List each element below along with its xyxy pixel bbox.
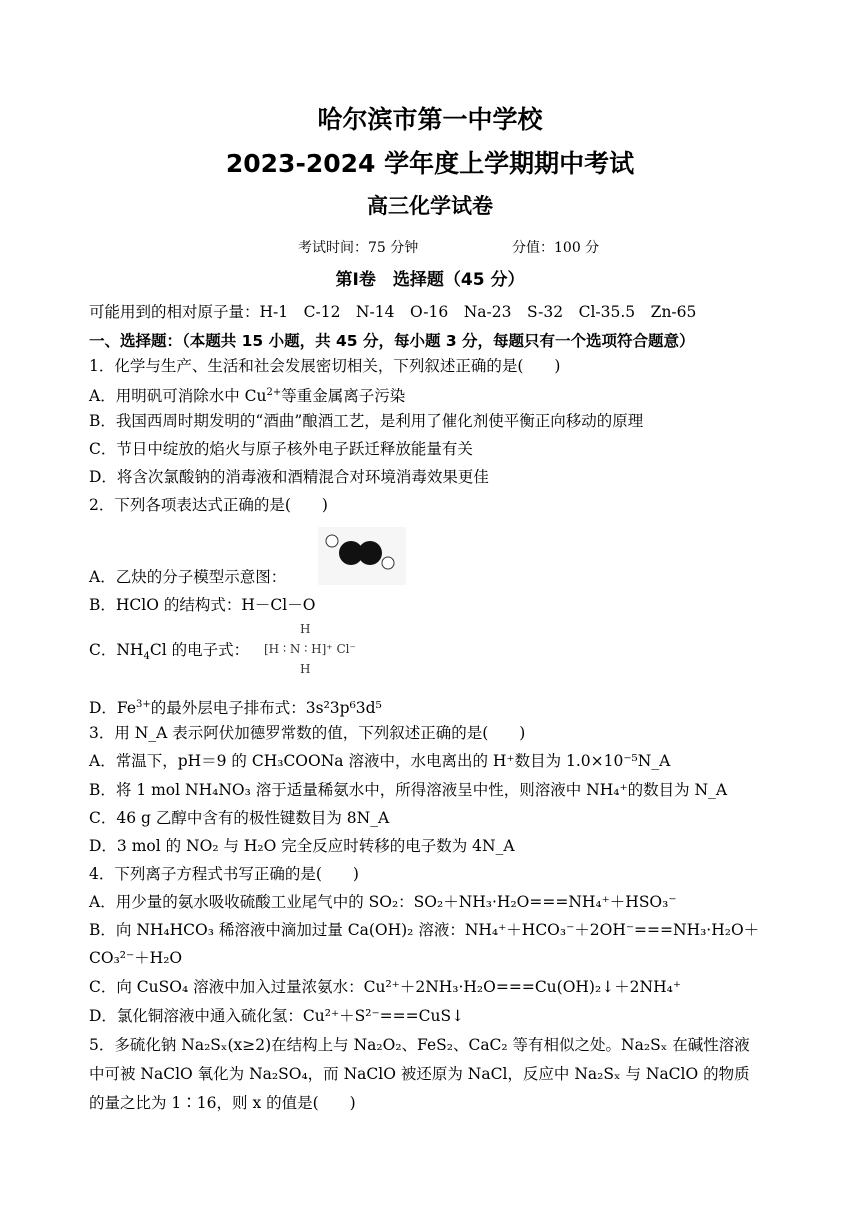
q4-option-a: A．用少量的氨水吸收硫酸工业尾气中的 SO₂：SO₂＋NH₃·H₂O===NH₄⁺＋HSO₃⁻ bbox=[89, 893, 677, 911]
q5-line-1: 5．多硫化钠 Na₂Sₓ(x≥2)在结构上与 Na₂O₂、FeS₂、CaC₂ 等有相似之处。Na₂Sₓ 在碱性溶液 bbox=[89, 1036, 750, 1054]
q4-option-c: C．向 CuSO₄ 溶液中加入过量浓氨水：Cu²⁺＋2NH₃·H₂O===Cu(OH)₂↓＋2NH₄⁺ bbox=[89, 978, 682, 996]
q3-option-c: C．46 g 乙醇中含有的极性键数目为 8N_A bbox=[89, 809, 390, 827]
q2-option-c: C．$NH_4Cl$ 的电子式： bbox=[89, 641, 250, 663]
atomic-masses: 可能用到的相对原子量：H-1 C-12 N-14 O-16 Na-23 S-32 Cl-35.5 Zn-65 bbox=[89, 303, 697, 321]
q1-option-d: D．将含次氯酸钠的消毒液和酒精混合对环境消毒效果更佳 bbox=[89, 468, 489, 486]
q4-option-b-cont: CO₃²⁻＋H₂O bbox=[89, 949, 183, 967]
q5-line-2: 中可被 NaClO 氧化为 Na₂SO₄，而 NaClO 被还原为 NaCl，反应中 Na₂Sₓ 与 NaClO 的物质 bbox=[89, 1065, 750, 1083]
exam-score: 分值：100 分 bbox=[512, 240, 600, 256]
ethyne-model-image bbox=[318, 527, 406, 585]
q2-stem: 2．下列各项表达式正确的是( ) bbox=[89, 496, 328, 514]
q4-option-d: D．氯化铜溶液中通入硫化氢：Cu²⁺＋S²⁻===CuS↓ bbox=[89, 1007, 465, 1025]
q4-stem: 4．下列离子方程式书写正确的是( ) bbox=[89, 865, 359, 883]
q1-stem: 1．化学与生产、生活和社会发展密切相关，下列叙述正确的是( ) bbox=[89, 357, 561, 375]
q4-option-b: B．向 NH₄HCO₃ 稀溶液中滴加过量 Ca(OH)₂ 溶液：NH₄⁺＋HCO₃⁻＋2OH⁻===NH₃·H₂O＋ bbox=[89, 921, 760, 939]
q2-option-a: A．乙炔的分子模型示意图： bbox=[89, 568, 287, 586]
q3-option-d: D．3 mol 的 NO₂ 与 H₂O 完全反应时转移的电子数为 4N_A bbox=[89, 837, 515, 855]
q3-stem: 3．用 N_A 表示阿伏加德罗常数的值，下列叙述正确的是( ) bbox=[89, 724, 526, 742]
q5-line-3: 的量之比为 1∶16，则 x 的值是( ) bbox=[89, 1094, 356, 1112]
school-title: 哈尔滨市第一中学校 bbox=[317, 105, 543, 134]
nh4cl-electron-formula: H [H ∶ N ∶ H]⁺ Cl⁻ H bbox=[264, 622, 356, 676]
q1-option-c: C．节日中绽放的焰火与原子核外电子跃迁释放能量有关 bbox=[89, 440, 473, 458]
q3-option-b: B．将 1 mol NH₄NO₃ 溶于适量稀氨水中，所得溶液呈中性，则溶液中 NH₄⁺的数目为 N_A bbox=[89, 781, 728, 799]
q2-option-b: B．HClO 的结构式：H－Cl－O bbox=[89, 596, 316, 614]
q1-option-b: B．我国西周时期发明的“酒曲”酿酒工艺，是利用了催化剂使平衡正向移动的原理 bbox=[89, 412, 644, 430]
exam-time: 考试时间：75 分钟 bbox=[298, 240, 419, 256]
q3-option-a: A．常温下，pH＝9 的 CH₃COONa 溶液中，水电离出的 H⁺数目为 1.0×10⁻⁵N_A bbox=[89, 752, 671, 770]
section-title: 第Ⅰ卷 选择题（45 分） bbox=[335, 270, 525, 290]
part-heading: 一、选择题：（本题共 15 小题，共 45 分，每小题 3 分，每题只有一个选项符合题意） bbox=[89, 332, 695, 350]
q2-option-d: D．$Fe^{3+}$的最外层电子排布式：3s²3p⁶3d⁵ bbox=[89, 699, 382, 718]
q1-option-a: A．用明矾可消除水中 $Cu^{2+}$等重金属离子污染 bbox=[89, 387, 406, 406]
subject-title: 高三化学试卷 bbox=[367, 194, 493, 218]
exam-title: 2023-2024 学年度上学期期中考试 bbox=[225, 149, 635, 178]
